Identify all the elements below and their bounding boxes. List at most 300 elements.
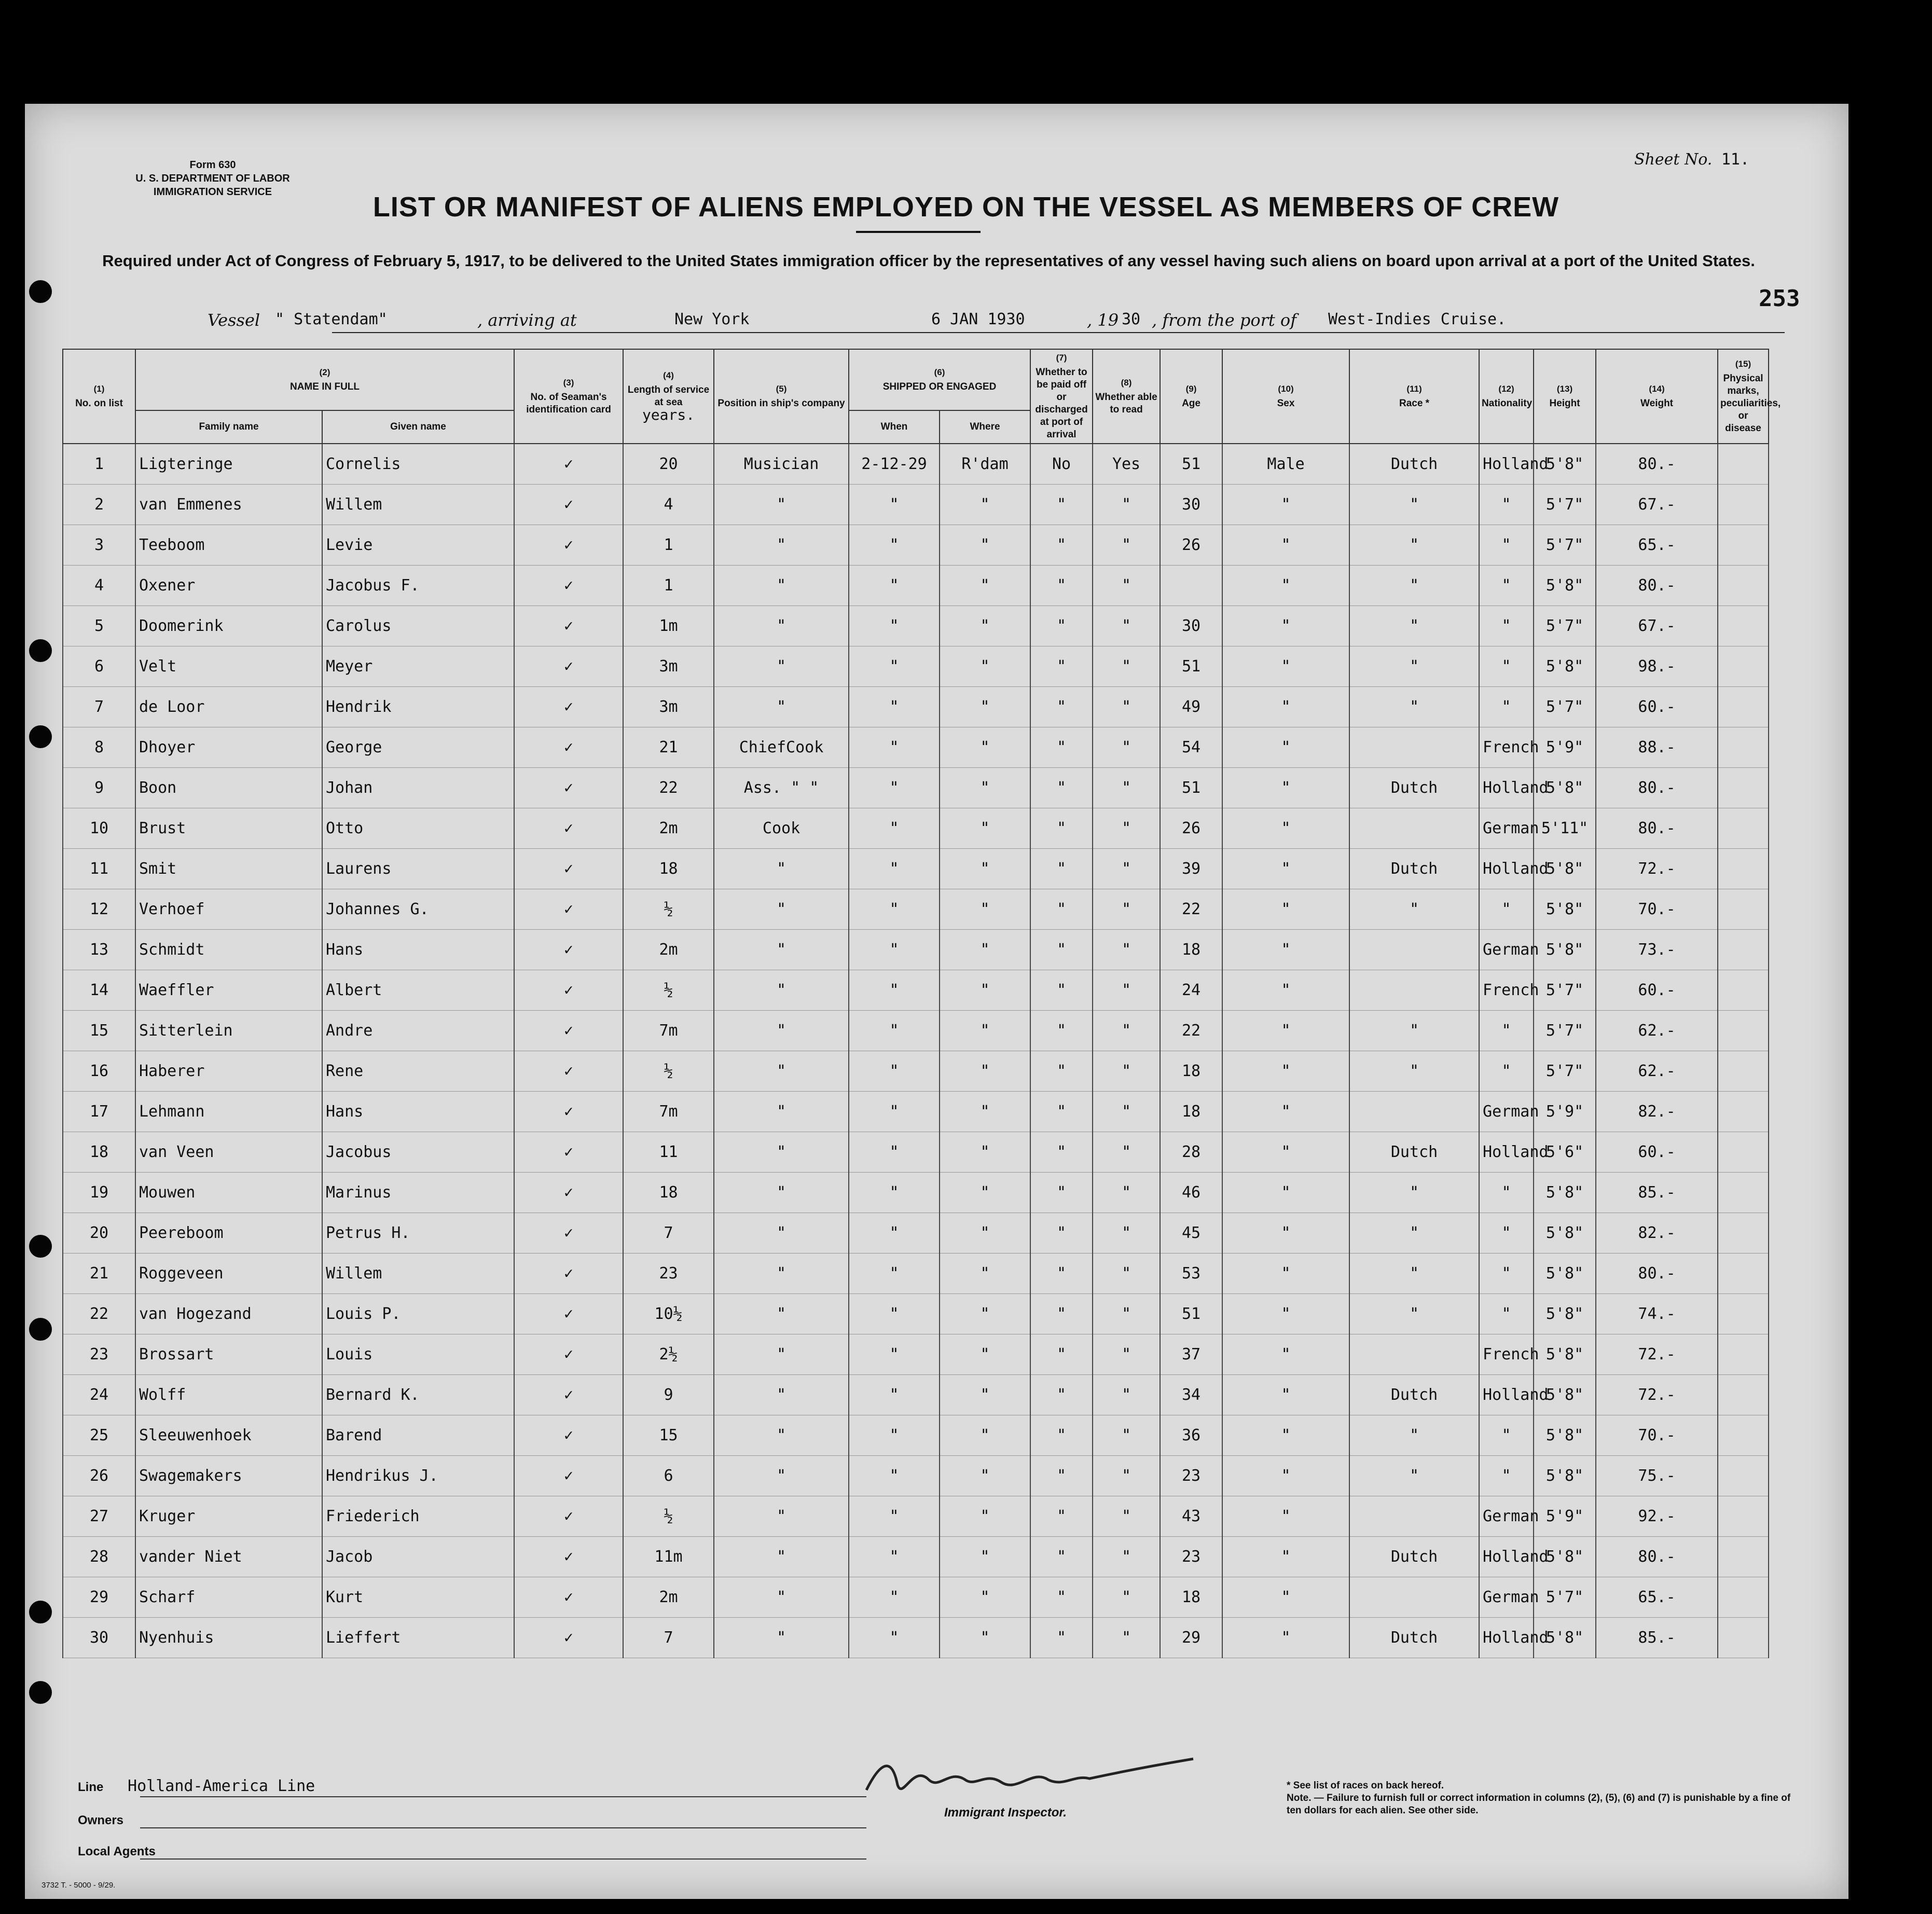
shipped-when: " bbox=[849, 1254, 940, 1294]
height: 5'8" bbox=[1534, 1213, 1596, 1254]
shipped-when: " bbox=[849, 1618, 940, 1658]
shipped-where: " bbox=[940, 1334, 1030, 1375]
able-to-read: " bbox=[1093, 566, 1160, 606]
footer-line-field bbox=[78, 1777, 315, 1795]
shipped-where: " bbox=[940, 646, 1030, 687]
crew-no: 30 bbox=[63, 1618, 135, 1658]
year-label: , 19 bbox=[1087, 310, 1119, 330]
able-to-read: " bbox=[1093, 1375, 1160, 1415]
nationality: " bbox=[1479, 1456, 1534, 1496]
shipped-where: " bbox=[940, 1254, 1030, 1294]
nationality: German bbox=[1479, 930, 1534, 970]
given-name: Hendrikus J. bbox=[322, 1456, 514, 1496]
sex: " bbox=[1222, 889, 1349, 930]
able-to-read: " bbox=[1093, 1092, 1160, 1132]
physical-marks bbox=[1718, 970, 1769, 1011]
weight: 60.- bbox=[1596, 970, 1718, 1011]
age: 51 bbox=[1160, 1294, 1222, 1334]
seaman-card-check: ✓ bbox=[514, 1334, 623, 1375]
height: 5'9" bbox=[1534, 727, 1596, 768]
able-to-read: " bbox=[1093, 889, 1160, 930]
given-name: Rene bbox=[322, 1051, 514, 1092]
race: " bbox=[1349, 1415, 1479, 1456]
given-name: George bbox=[322, 727, 514, 768]
sex: " bbox=[1222, 485, 1349, 525]
age: 51 bbox=[1160, 768, 1222, 808]
seaman-card-check: ✓ bbox=[514, 606, 623, 646]
header-family-name: Family name bbox=[135, 410, 322, 444]
physical-marks bbox=[1718, 1011, 1769, 1051]
crew-no: 24 bbox=[63, 1375, 135, 1415]
seaman-card-check: ✓ bbox=[514, 1537, 623, 1577]
race: Dutch bbox=[1349, 1375, 1479, 1415]
nationality: " bbox=[1479, 525, 1534, 566]
shipped-when: " bbox=[849, 1577, 940, 1618]
height: 5'9" bbox=[1534, 1092, 1596, 1132]
age: 36 bbox=[1160, 1415, 1222, 1456]
race bbox=[1349, 1496, 1479, 1537]
age: 26 bbox=[1160, 808, 1222, 849]
table-row bbox=[63, 1173, 1769, 1213]
paid-off: " bbox=[1030, 687, 1093, 727]
given-name: Willem bbox=[322, 485, 514, 525]
nationality: " bbox=[1479, 889, 1534, 930]
shipped-where: " bbox=[940, 849, 1030, 889]
paid-off: " bbox=[1030, 889, 1093, 930]
race bbox=[1349, 930, 1479, 970]
height: 5'8" bbox=[1534, 444, 1596, 485]
physical-marks bbox=[1718, 849, 1769, 889]
height: 5'7" bbox=[1534, 525, 1596, 566]
crew-table-body bbox=[63, 444, 1769, 1658]
sex: " bbox=[1222, 1132, 1349, 1173]
physical-marks bbox=[1718, 1051, 1769, 1092]
length-of-service: 7m bbox=[623, 1011, 714, 1051]
document-subtitle: Required under Act of Congress of February 5, 1917, to be delivered to the United States immigration officer by the representatives of any vessel having such aliens on board upon arrival at a port of the United States. bbox=[102, 252, 1755, 270]
shipped-where: " bbox=[940, 485, 1030, 525]
arrival-date: 6 JAN 1930 bbox=[931, 310, 1025, 328]
able-to-read: " bbox=[1093, 808, 1160, 849]
nationality: " bbox=[1479, 646, 1534, 687]
seaman-card-check: ✓ bbox=[514, 727, 623, 768]
height: 5'7" bbox=[1534, 1051, 1596, 1092]
able-to-read: " bbox=[1093, 727, 1160, 768]
binder-hole bbox=[29, 639, 52, 662]
shipped-when: " bbox=[849, 1496, 940, 1537]
physical-marks bbox=[1718, 1456, 1769, 1496]
given-name: Jacob bbox=[322, 1537, 514, 1577]
family-name: Verhoef bbox=[135, 889, 322, 930]
sex: " bbox=[1222, 768, 1349, 808]
position: " bbox=[714, 485, 849, 525]
able-to-read: " bbox=[1093, 1334, 1160, 1375]
physical-marks bbox=[1718, 768, 1769, 808]
position: " bbox=[714, 1213, 849, 1254]
binder-hole bbox=[29, 1235, 52, 1258]
age: 22 bbox=[1160, 1011, 1222, 1051]
family-name: Haberer bbox=[135, 1051, 322, 1092]
family-name: Smit bbox=[135, 849, 322, 889]
height: 5'7" bbox=[1534, 606, 1596, 646]
weight: 72.- bbox=[1596, 849, 1718, 889]
department-name: U. S. DEPARTMENT OF LABOR bbox=[135, 173, 290, 184]
shipped-when: " bbox=[849, 1173, 940, 1213]
physical-marks bbox=[1718, 525, 1769, 566]
height: 5'8" bbox=[1534, 1618, 1596, 1658]
table-row bbox=[63, 1132, 1769, 1173]
weight: 85.- bbox=[1596, 1618, 1718, 1658]
race: " bbox=[1349, 1294, 1479, 1334]
print-code: 3732 T. - 5000 - 9/29. bbox=[42, 1881, 116, 1890]
seaman-card-check: ✓ bbox=[514, 687, 623, 727]
height: 5'8" bbox=[1534, 1456, 1596, 1496]
paid-off: " bbox=[1030, 646, 1093, 687]
position: " bbox=[714, 1092, 849, 1132]
length-of-service: 10½ bbox=[623, 1294, 714, 1334]
table-row bbox=[63, 566, 1769, 606]
physical-marks bbox=[1718, 1577, 1769, 1618]
seaman-card-check: ✓ bbox=[514, 485, 623, 525]
nationality: " bbox=[1479, 1254, 1534, 1294]
sex: " bbox=[1222, 566, 1349, 606]
sex: " bbox=[1222, 1334, 1349, 1375]
height: 5'8" bbox=[1534, 646, 1596, 687]
able-to-read: " bbox=[1093, 930, 1160, 970]
position: " bbox=[714, 849, 849, 889]
crew-no: 10 bbox=[63, 808, 135, 849]
crew-no: 13 bbox=[63, 930, 135, 970]
weight: 67.- bbox=[1596, 606, 1718, 646]
age: 30 bbox=[1160, 606, 1222, 646]
age: 37 bbox=[1160, 1334, 1222, 1375]
header-name-in-full: (2) NAME IN FULL bbox=[135, 349, 514, 410]
age: 18 bbox=[1160, 1051, 1222, 1092]
race: Dutch bbox=[1349, 444, 1479, 485]
position: " bbox=[714, 1132, 849, 1173]
crew-no: 15 bbox=[63, 1011, 135, 1051]
nationality: " bbox=[1479, 1011, 1534, 1051]
given-name: Kurt bbox=[322, 1577, 514, 1618]
height: 5'8" bbox=[1534, 1254, 1596, 1294]
given-name: Hans bbox=[322, 930, 514, 970]
given-name: Johan bbox=[322, 768, 514, 808]
family-name: Teeboom bbox=[135, 525, 322, 566]
length-of-service: 22 bbox=[623, 768, 714, 808]
weight: 82.- bbox=[1596, 1092, 1718, 1132]
table-row bbox=[63, 1618, 1769, 1658]
race: " bbox=[1349, 646, 1479, 687]
table-header-row bbox=[63, 349, 1769, 410]
shipped-where: " bbox=[940, 566, 1030, 606]
shipped-when: " bbox=[849, 1092, 940, 1132]
able-to-read: " bbox=[1093, 1132, 1160, 1173]
weight: 60.- bbox=[1596, 1132, 1718, 1173]
table-row bbox=[63, 1254, 1769, 1294]
seaman-card-check: ✓ bbox=[514, 1173, 623, 1213]
table-row bbox=[63, 1092, 1769, 1132]
height: 5'7" bbox=[1534, 1577, 1596, 1618]
race: Dutch bbox=[1349, 1537, 1479, 1577]
seaman-card-check: ✓ bbox=[514, 930, 623, 970]
paid-off: " bbox=[1030, 485, 1093, 525]
header-weight: (14) Weight bbox=[1596, 349, 1718, 444]
race bbox=[1349, 1334, 1479, 1375]
sex: " bbox=[1222, 1294, 1349, 1334]
nationality: Holland bbox=[1479, 1375, 1534, 1415]
able-to-read: " bbox=[1093, 1051, 1160, 1092]
paid-off: " bbox=[1030, 768, 1093, 808]
arriving-label: , arriving at bbox=[477, 310, 577, 330]
nationality: " bbox=[1479, 1173, 1534, 1213]
line-label: Line bbox=[78, 1780, 104, 1794]
sex: " bbox=[1222, 687, 1349, 727]
position: " bbox=[714, 1294, 849, 1334]
height: 5'8" bbox=[1534, 889, 1596, 930]
race: " bbox=[1349, 606, 1479, 646]
given-name: Levie bbox=[322, 525, 514, 566]
sex: " bbox=[1222, 1537, 1349, 1577]
weight: 62.- bbox=[1596, 1011, 1718, 1051]
physical-marks bbox=[1718, 1334, 1769, 1375]
age: 30 bbox=[1160, 485, 1222, 525]
nationality: French bbox=[1479, 727, 1534, 768]
title-underline bbox=[856, 231, 981, 233]
position: " bbox=[714, 1618, 849, 1658]
family-name: Scharf bbox=[135, 1577, 322, 1618]
arrival-year: 30 bbox=[1122, 310, 1141, 328]
shipped-when: " bbox=[849, 1051, 940, 1092]
height: 5'8" bbox=[1534, 849, 1596, 889]
position: " bbox=[714, 646, 849, 687]
sheet-number-value: 11. bbox=[1721, 150, 1750, 169]
height: 5'7" bbox=[1534, 1011, 1596, 1051]
shipped-where: " bbox=[940, 1375, 1030, 1415]
shipped-where: " bbox=[940, 1092, 1030, 1132]
family-name: Peereboom bbox=[135, 1213, 322, 1254]
weight: 80.- bbox=[1596, 444, 1718, 485]
race: Dutch bbox=[1349, 1618, 1479, 1658]
nationality: " bbox=[1479, 1051, 1534, 1092]
family-name: Wolff bbox=[135, 1375, 322, 1415]
document-title: LIST OR MANIFEST OF ALIENS EMPLOYED ON THE VESSEL AS MEMBERS OF CREW bbox=[372, 191, 1560, 223]
shipped-when: " bbox=[849, 930, 940, 970]
family-name: Nyenhuis bbox=[135, 1618, 322, 1658]
shipped-where: " bbox=[940, 1011, 1030, 1051]
seaman-card-check: ✓ bbox=[514, 1294, 623, 1334]
nationality: Holland bbox=[1479, 1618, 1534, 1658]
sex: " bbox=[1222, 1254, 1349, 1294]
shipped-where: " bbox=[940, 727, 1030, 768]
table-row bbox=[63, 930, 1769, 970]
race bbox=[1349, 808, 1479, 849]
length-of-service: 3m bbox=[623, 646, 714, 687]
family-name: Kruger bbox=[135, 1496, 322, 1537]
length-of-service: 2m bbox=[623, 1577, 714, 1618]
physical-marks bbox=[1718, 1173, 1769, 1213]
header-sex: (10) Sex bbox=[1222, 349, 1349, 444]
crew-no: 28 bbox=[63, 1537, 135, 1577]
crew-no: 4 bbox=[63, 566, 135, 606]
height: 5'8" bbox=[1534, 930, 1596, 970]
seaman-card-check: ✓ bbox=[514, 1618, 623, 1658]
able-to-read: " bbox=[1093, 1173, 1160, 1213]
shipped-when: " bbox=[849, 1132, 940, 1173]
length-of-service: ½ bbox=[623, 1051, 714, 1092]
position: " bbox=[714, 1456, 849, 1496]
line-value: Holland-America Line bbox=[128, 1777, 315, 1795]
weight: 65.- bbox=[1596, 525, 1718, 566]
shipped-where: " bbox=[940, 606, 1030, 646]
position: " bbox=[714, 970, 849, 1011]
weight: 92.- bbox=[1596, 1496, 1718, 1537]
sex: " bbox=[1222, 606, 1349, 646]
header-height: (13) Height bbox=[1534, 349, 1596, 444]
length-of-service: 2½ bbox=[623, 1334, 714, 1375]
sex: " bbox=[1222, 1051, 1349, 1092]
seaman-card-check: ✓ bbox=[514, 889, 623, 930]
given-name: Jacobus bbox=[322, 1132, 514, 1173]
weight: 75.- bbox=[1596, 1456, 1718, 1496]
crew-no: 16 bbox=[63, 1051, 135, 1092]
given-name: Johannes G. bbox=[322, 889, 514, 930]
crew-no: 23 bbox=[63, 1334, 135, 1375]
length-of-service: 7 bbox=[623, 1213, 714, 1254]
able-to-read: " bbox=[1093, 1213, 1160, 1254]
family-name: Lehmann bbox=[135, 1092, 322, 1132]
nationality: " bbox=[1479, 485, 1534, 525]
table-row bbox=[63, 889, 1769, 930]
crew-no: 26 bbox=[63, 1456, 135, 1496]
shipped-when: " bbox=[849, 1334, 940, 1375]
paid-off: " bbox=[1030, 1496, 1093, 1537]
paid-off: " bbox=[1030, 1334, 1093, 1375]
crew-no: 1 bbox=[63, 444, 135, 485]
race: " bbox=[1349, 1173, 1479, 1213]
shipped-when: " bbox=[849, 1375, 940, 1415]
weight: 74.- bbox=[1596, 1294, 1718, 1334]
crew-no: 21 bbox=[63, 1254, 135, 1294]
height: 5'9" bbox=[1534, 1496, 1596, 1537]
table-row bbox=[63, 1577, 1769, 1618]
able-to-read: " bbox=[1093, 485, 1160, 525]
nationality: " bbox=[1479, 606, 1534, 646]
family-name: vander Niet bbox=[135, 1537, 322, 1577]
binder-hole bbox=[29, 280, 52, 303]
able-to-read: " bbox=[1093, 768, 1160, 808]
header-able-read: (8) Whether able to read bbox=[1093, 349, 1160, 444]
shipped-where: R'dam bbox=[940, 444, 1030, 485]
header-seaman-card: (3) No. of Seaman's identification card bbox=[514, 349, 623, 444]
position: " bbox=[714, 1051, 849, 1092]
shipped-when: 2-12-29 bbox=[849, 444, 940, 485]
length-of-service: 2m bbox=[623, 808, 714, 849]
age: 28 bbox=[1160, 1132, 1222, 1173]
crew-no: 5 bbox=[63, 606, 135, 646]
owners-field-rule bbox=[140, 1827, 866, 1828]
given-name: Cornelis bbox=[322, 444, 514, 485]
age: 18 bbox=[1160, 1577, 1222, 1618]
sex: " bbox=[1222, 970, 1349, 1011]
paid-off: " bbox=[1030, 808, 1093, 849]
weight: 70.- bbox=[1596, 1415, 1718, 1456]
position: " bbox=[714, 606, 849, 646]
shipped-where: " bbox=[940, 1132, 1030, 1173]
given-name: Hans bbox=[322, 1092, 514, 1132]
race bbox=[1349, 1577, 1479, 1618]
position: ChiefCook bbox=[714, 727, 849, 768]
physical-marks bbox=[1718, 646, 1769, 687]
shipped-when: " bbox=[849, 1294, 940, 1334]
shipped-where: " bbox=[940, 808, 1030, 849]
height: 5'8" bbox=[1534, 1415, 1596, 1456]
paid-off: " bbox=[1030, 1415, 1093, 1456]
height: 5'8" bbox=[1534, 1173, 1596, 1213]
length-of-service: 1 bbox=[623, 566, 714, 606]
paid-off: " bbox=[1030, 1132, 1093, 1173]
given-name: Friederich bbox=[322, 1496, 514, 1537]
family-name: Oxener bbox=[135, 566, 322, 606]
crew-no: 17 bbox=[63, 1092, 135, 1132]
able-to-read: " bbox=[1093, 687, 1160, 727]
position: " bbox=[714, 1375, 849, 1415]
length-of-service: 15 bbox=[623, 1415, 714, 1456]
nationality: Holland bbox=[1479, 444, 1534, 485]
sex: " bbox=[1222, 1213, 1349, 1254]
able-to-read: " bbox=[1093, 1618, 1160, 1658]
header-where: Where bbox=[940, 410, 1030, 444]
sex: " bbox=[1222, 1496, 1349, 1537]
seaman-card-check: ✓ bbox=[514, 970, 623, 1011]
family-name: van Veen bbox=[135, 1132, 322, 1173]
physical-marks bbox=[1718, 1496, 1769, 1537]
physical-marks bbox=[1718, 1537, 1769, 1577]
weight: 62.- bbox=[1596, 1051, 1718, 1092]
paid-off: " bbox=[1030, 1092, 1093, 1132]
position: " bbox=[714, 889, 849, 930]
able-to-read: " bbox=[1093, 970, 1160, 1011]
binder-hole bbox=[29, 725, 52, 748]
position: " bbox=[714, 1577, 849, 1618]
weight: 72.- bbox=[1596, 1375, 1718, 1415]
able-to-read: " bbox=[1093, 1537, 1160, 1577]
position: " bbox=[714, 525, 849, 566]
position: " bbox=[714, 1334, 849, 1375]
age bbox=[1160, 566, 1222, 606]
sex: " bbox=[1222, 1456, 1349, 1496]
seaman-card-check: ✓ bbox=[514, 808, 623, 849]
table-row bbox=[63, 1011, 1769, 1051]
vessel-name: " Statendam" bbox=[275, 310, 388, 328]
crew-no: 27 bbox=[63, 1496, 135, 1537]
height: 5'8" bbox=[1534, 1294, 1596, 1334]
header-nationality: (12) Nationality bbox=[1479, 349, 1534, 444]
given-name: Petrus H. bbox=[322, 1213, 514, 1254]
age: 23 bbox=[1160, 1456, 1222, 1496]
length-of-service: ½ bbox=[623, 1496, 714, 1537]
agents-field-rule bbox=[140, 1858, 866, 1860]
paid-off: " bbox=[1030, 1213, 1093, 1254]
paid-off: " bbox=[1030, 970, 1093, 1011]
height: 5'6" bbox=[1534, 1132, 1596, 1173]
physical-marks bbox=[1718, 1254, 1769, 1294]
paid-off: " bbox=[1030, 1537, 1093, 1577]
nationality: Holland bbox=[1479, 849, 1534, 889]
binder-hole bbox=[29, 1681, 52, 1704]
crew-no: 3 bbox=[63, 525, 135, 566]
position: " bbox=[714, 1415, 849, 1456]
sex: " bbox=[1222, 1092, 1349, 1132]
crew-no: 8 bbox=[63, 727, 135, 768]
